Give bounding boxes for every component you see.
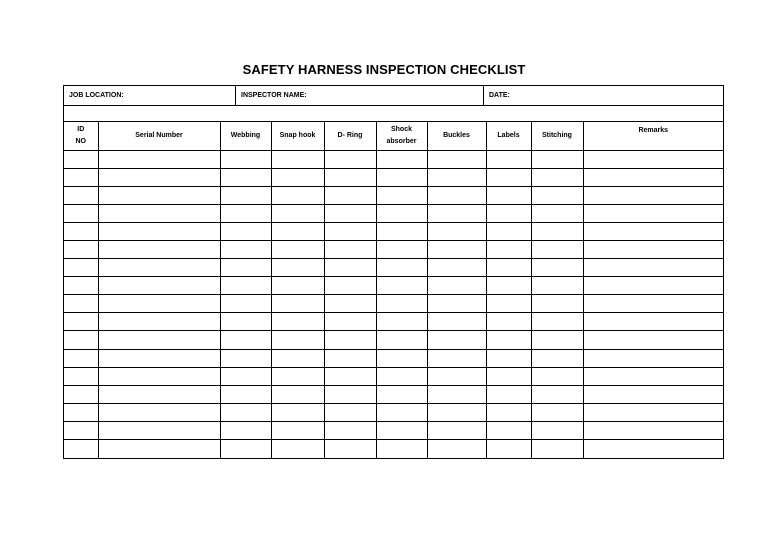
cell-d-ring[interactable] xyxy=(324,222,376,240)
cell-stitching[interactable] xyxy=(531,421,583,439)
table-row xyxy=(64,277,723,295)
cell-id[interactable] xyxy=(64,349,98,367)
cell-remarks[interactable] xyxy=(583,240,723,258)
cell-remarks[interactable] xyxy=(583,440,723,458)
cell-shock-absorber[interactable] xyxy=(376,240,427,258)
table-row xyxy=(64,168,723,186)
cell-id[interactable] xyxy=(64,240,98,258)
column-header-shock-absorber xyxy=(376,122,427,150)
cell-id[interactable] xyxy=(64,168,98,186)
cell-snap-hook[interactable] xyxy=(271,277,324,295)
cell-webbing[interactable] xyxy=(220,277,271,295)
cell-stitching[interactable] xyxy=(531,259,583,277)
cell-remarks[interactable] xyxy=(583,313,723,331)
cell-labels[interactable] xyxy=(486,403,531,421)
cell-stitching[interactable] xyxy=(531,349,583,367)
cell-shock-absorber[interactable] xyxy=(376,367,427,385)
cell-shock-absorber[interactable] xyxy=(376,295,427,313)
cell-stitching[interactable] xyxy=(531,240,583,258)
cell-buckles[interactable] xyxy=(427,440,486,458)
cell-serial-number[interactable] xyxy=(98,277,220,295)
cell-webbing[interactable] xyxy=(220,295,271,313)
cell-buckles[interactable] xyxy=(427,168,486,186)
cell-webbing[interactable] xyxy=(220,313,271,331)
cell-stitching[interactable] xyxy=(531,186,583,204)
table-row xyxy=(64,403,723,421)
cell-buckles[interactable] xyxy=(427,349,486,367)
table-row xyxy=(64,440,723,458)
cell-remarks[interactable] xyxy=(583,150,723,168)
cell-d-ring[interactable] xyxy=(324,403,376,421)
cell-stitching[interactable] xyxy=(531,385,583,403)
cell-serial-number[interactable] xyxy=(98,403,220,421)
cell-buckles[interactable] xyxy=(427,385,486,403)
cell-snap-hook[interactable] xyxy=(271,295,324,313)
cell-labels[interactable] xyxy=(486,222,531,240)
table-row xyxy=(64,240,723,258)
inspector-name-field[interactable]: INSPECTOR NAME: xyxy=(236,86,484,105)
cell-labels[interactable] xyxy=(486,240,531,258)
cell-webbing[interactable] xyxy=(220,186,271,204)
cell-stitching[interactable] xyxy=(531,367,583,385)
cell-stitching[interactable] xyxy=(531,331,583,349)
cell-shock-absorber[interactable] xyxy=(376,168,427,186)
cell-labels[interactable] xyxy=(486,295,531,313)
cell-labels[interactable] xyxy=(486,168,531,186)
cell-serial-number[interactable] xyxy=(98,440,220,458)
cell-serial-number[interactable] xyxy=(98,385,220,403)
cell-id[interactable] xyxy=(64,440,98,458)
cell-snap-hook[interactable] xyxy=(271,222,324,240)
cell-snap-hook[interactable] xyxy=(271,150,324,168)
cell-shock-absorber[interactable] xyxy=(376,150,427,168)
cell-shock-absorber[interactable] xyxy=(376,204,427,222)
cell-id[interactable] xyxy=(64,331,98,349)
cell-buckles[interactable] xyxy=(427,240,486,258)
cell-d-ring[interactable] xyxy=(324,367,376,385)
cell-buckles[interactable] xyxy=(427,204,486,222)
cell-serial-number[interactable] xyxy=(98,222,220,240)
cell-shock-absorber[interactable] xyxy=(376,222,427,240)
cell-labels[interactable] xyxy=(486,349,531,367)
cell-snap-hook[interactable] xyxy=(271,204,324,222)
cell-buckles[interactable] xyxy=(427,259,486,277)
cell-buckles[interactable] xyxy=(427,150,486,168)
cell-snap-hook[interactable] xyxy=(271,403,324,421)
cell-webbing[interactable] xyxy=(220,150,271,168)
cell-webbing[interactable] xyxy=(220,349,271,367)
table-row xyxy=(64,385,723,403)
cell-labels[interactable] xyxy=(486,186,531,204)
cell-id[interactable] xyxy=(64,421,98,439)
cell-id[interactable] xyxy=(64,367,98,385)
table-row xyxy=(64,150,723,168)
cell-buckles[interactable] xyxy=(427,277,486,295)
cell-remarks[interactable] xyxy=(583,421,723,439)
cell-d-ring[interactable] xyxy=(324,186,376,204)
cell-serial-number[interactable] xyxy=(98,349,220,367)
cell-remarks[interactable] xyxy=(583,367,723,385)
cell-stitching[interactable] xyxy=(531,295,583,313)
cell-webbing[interactable] xyxy=(220,403,271,421)
cell-remarks[interactable] xyxy=(583,277,723,295)
cell-serial-number[interactable] xyxy=(98,204,220,222)
cell-snap-hook[interactable] xyxy=(271,331,324,349)
id-label-line1: ID xyxy=(77,125,85,133)
cell-shock-absorber[interactable] xyxy=(376,440,427,458)
cell-id[interactable] xyxy=(64,222,98,240)
cell-remarks[interactable] xyxy=(583,403,723,421)
cell-d-ring[interactable] xyxy=(324,168,376,186)
cell-id[interactable] xyxy=(64,295,98,313)
shock-label-line1: Shock xyxy=(390,125,412,133)
cell-webbing[interactable] xyxy=(220,204,271,222)
cell-d-ring[interactable] xyxy=(324,385,376,403)
cell-serial-number[interactable] xyxy=(98,421,220,439)
table-row xyxy=(64,349,723,367)
cell-shock-absorber[interactable] xyxy=(376,331,427,349)
cell-snap-hook[interactable] xyxy=(271,367,324,385)
cell-id[interactable] xyxy=(64,313,98,331)
cell-snap-hook[interactable] xyxy=(271,385,324,403)
cell-buckles[interactable] xyxy=(427,295,486,313)
cell-labels[interactable] xyxy=(486,277,531,295)
cell-d-ring[interactable] xyxy=(324,204,376,222)
table-row xyxy=(64,313,723,331)
cell-snap-hook[interactable] xyxy=(271,421,324,439)
cell-d-ring[interactable] xyxy=(324,150,376,168)
cell-webbing[interactable] xyxy=(220,367,271,385)
cell-shock-absorber[interactable] xyxy=(376,421,427,439)
cell-id[interactable] xyxy=(64,385,98,403)
cell-stitching[interactable] xyxy=(531,403,583,421)
cell-id[interactable] xyxy=(64,259,98,277)
cell-webbing[interactable] xyxy=(220,240,271,258)
column-header-row xyxy=(64,122,723,150)
cell-serial-number[interactable] xyxy=(98,331,220,349)
cell-buckles[interactable] xyxy=(427,331,486,349)
column-header-buckles: Buckles xyxy=(427,122,486,150)
cell-remarks[interactable] xyxy=(583,222,723,240)
spacer-row xyxy=(64,106,723,122)
job-location-field[interactable]: JOB LOCATION: xyxy=(64,86,236,105)
cell-id[interactable] xyxy=(64,277,98,295)
table-row xyxy=(64,186,723,204)
cell-remarks[interactable] xyxy=(583,168,723,186)
cell-webbing[interactable] xyxy=(220,440,271,458)
cell-shock-absorber[interactable] xyxy=(376,313,427,331)
cell-id[interactable] xyxy=(64,403,98,421)
cell-serial-number[interactable] xyxy=(98,313,220,331)
cell-webbing[interactable] xyxy=(220,385,271,403)
cell-stitching[interactable] xyxy=(531,204,583,222)
cell-remarks[interactable] xyxy=(583,295,723,313)
cell-remarks[interactable] xyxy=(583,349,723,367)
table-row xyxy=(64,295,723,313)
cell-snap-hook[interactable] xyxy=(271,259,324,277)
cell-labels[interactable] xyxy=(486,421,531,439)
cell-d-ring[interactable] xyxy=(324,331,376,349)
cell-remarks[interactable] xyxy=(583,259,723,277)
cell-shock-absorber[interactable] xyxy=(376,186,427,204)
cell-labels[interactable] xyxy=(486,331,531,349)
cell-snap-hook[interactable] xyxy=(271,440,324,458)
cell-serial-number[interactable] xyxy=(98,150,220,168)
cell-serial-number[interactable] xyxy=(98,186,220,204)
cell-labels[interactable] xyxy=(486,313,531,331)
table-row xyxy=(64,331,723,349)
cell-serial-number[interactable] xyxy=(98,367,220,385)
cell-stitching[interactable] xyxy=(531,222,583,240)
form-header-row xyxy=(64,86,723,106)
cell-buckles[interactable] xyxy=(427,421,486,439)
cell-d-ring[interactable] xyxy=(324,313,376,331)
cell-snap-hook[interactable] xyxy=(271,349,324,367)
column-header-webbing: Webbing xyxy=(220,122,271,150)
cell-id[interactable] xyxy=(64,186,98,204)
cell-webbing[interactable] xyxy=(220,259,271,277)
cell-webbing[interactable] xyxy=(220,331,271,349)
cell-labels[interactable] xyxy=(486,385,531,403)
checklist-body xyxy=(64,150,723,458)
cell-remarks[interactable] xyxy=(583,385,723,403)
checklist-table xyxy=(64,122,723,458)
column-header-d-ring: D- Ring xyxy=(324,122,376,150)
cell-id[interactable] xyxy=(64,150,98,168)
cell-d-ring[interactable] xyxy=(324,240,376,258)
cell-labels[interactable] xyxy=(486,150,531,168)
cell-shock-absorber[interactable] xyxy=(376,277,427,295)
checklist-title: SAFETY HARNESS INSPECTION CHECKLIST xyxy=(242,62,526,77)
cell-buckles[interactable] xyxy=(427,367,486,385)
cell-d-ring[interactable] xyxy=(324,277,376,295)
cell-webbing[interactable] xyxy=(220,421,271,439)
cell-stitching[interactable] xyxy=(531,440,583,458)
column-header-stitching: Stitching xyxy=(531,122,583,150)
cell-remarks[interactable] xyxy=(583,186,723,204)
cell-id[interactable] xyxy=(64,204,98,222)
shock-label-line2: absorber xyxy=(386,137,417,145)
column-header-remarks: Remarks xyxy=(583,122,723,150)
cell-labels[interactable] xyxy=(486,367,531,385)
cell-webbing[interactable] xyxy=(220,168,271,186)
column-header-serial-number: Serial Number xyxy=(98,122,220,150)
cell-labels[interactable] xyxy=(486,259,531,277)
inspection-form xyxy=(63,85,724,459)
cell-serial-number[interactable] xyxy=(98,168,220,186)
cell-shock-absorber[interactable] xyxy=(376,349,427,367)
cell-buckles[interactable] xyxy=(427,403,486,421)
cell-remarks[interactable] xyxy=(583,204,723,222)
cell-serial-number[interactable] xyxy=(98,259,220,277)
cell-webbing[interactable] xyxy=(220,222,271,240)
cell-labels[interactable] xyxy=(486,204,531,222)
cell-serial-number[interactable] xyxy=(98,295,220,313)
cell-d-ring[interactable] xyxy=(324,421,376,439)
cell-stitching[interactable] xyxy=(531,277,583,295)
cell-stitching[interactable] xyxy=(531,150,583,168)
column-header-id xyxy=(64,122,98,150)
cell-d-ring[interactable] xyxy=(324,440,376,458)
cell-serial-number[interactable] xyxy=(98,240,220,258)
cell-snap-hook[interactable] xyxy=(271,168,324,186)
cell-shock-absorber[interactable] xyxy=(376,259,427,277)
table-row xyxy=(64,222,723,240)
column-header-labels: Labels xyxy=(486,122,531,150)
cell-labels[interactable] xyxy=(486,440,531,458)
cell-buckles[interactable] xyxy=(427,313,486,331)
table-row xyxy=(64,204,723,222)
cell-buckles[interactable] xyxy=(427,186,486,204)
column-header-snap-hook: Snap hook xyxy=(271,122,324,150)
cell-snap-hook[interactable] xyxy=(271,313,324,331)
cell-remarks[interactable] xyxy=(583,331,723,349)
id-label-line2: NO xyxy=(75,137,86,145)
table-row xyxy=(64,421,723,439)
date-field[interactable]: DATE: xyxy=(489,92,510,99)
cell-snap-hook[interactable] xyxy=(271,186,324,204)
cell-shock-absorber[interactable] xyxy=(376,403,427,421)
cell-snap-hook[interactable] xyxy=(271,240,324,258)
cell-stitching[interactable] xyxy=(531,313,583,331)
cell-d-ring[interactable] xyxy=(324,295,376,313)
cell-d-ring[interactable] xyxy=(324,349,376,367)
cell-stitching[interactable] xyxy=(531,168,583,186)
cell-d-ring[interactable] xyxy=(324,259,376,277)
table-row xyxy=(64,259,723,277)
cell-shock-absorber[interactable] xyxy=(376,385,427,403)
cell-buckles[interactable] xyxy=(427,222,486,240)
table-row xyxy=(64,367,723,385)
